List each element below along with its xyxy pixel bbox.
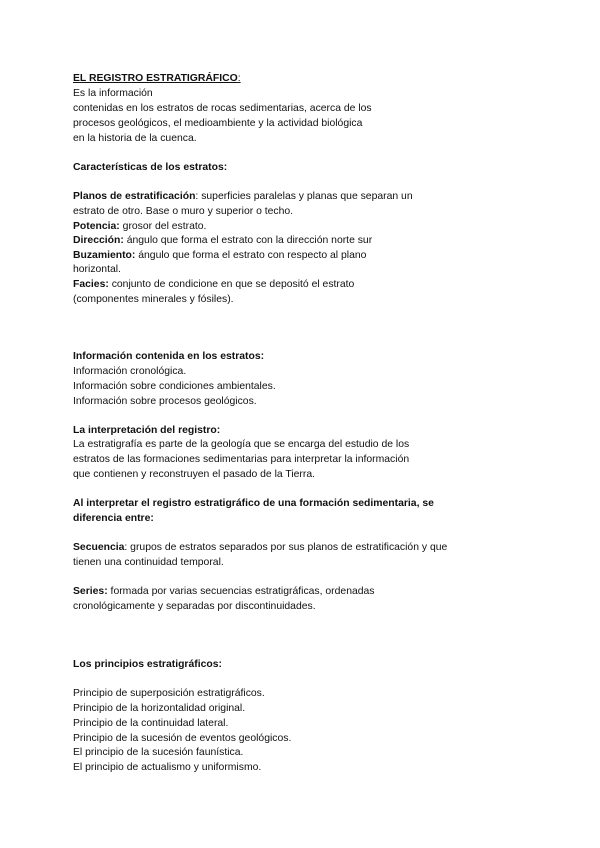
- series-term: Series:: [73, 586, 108, 597]
- intro-line: procesos geológicos, el medioambiente y la actividad biológica: [73, 118, 363, 129]
- informacion-item: Información cronológica.: [73, 366, 187, 377]
- facies-text: conjunto de condicione en que se depositó el estrato: [108, 279, 355, 290]
- potencia-term: Potencia:: [73, 221, 120, 232]
- interpretacion-heading: La interpretación del registro:: [73, 425, 221, 436]
- document-title: [73, 72, 241, 87]
- facies-line: [73, 278, 354, 293]
- secuencia-term: Secuencia: [73, 542, 125, 553]
- diferencia-heading: Al interpretar el registro estratigráfico de una formación sedimentaria, se: [73, 498, 434, 509]
- buzamiento-text: ángulo que forma el estrato con respecto al plano: [135, 250, 367, 261]
- principios-heading: Los principios estratigráficos:: [73, 659, 222, 670]
- principio-item: Principio de la horizontalidad original.: [73, 703, 246, 714]
- buzamiento-term: Buzamiento:: [73, 250, 136, 261]
- interpretacion-line: estratos de las formaciones sedimentarias para interpretar la información: [73, 454, 410, 465]
- direccion-text: ángulo que forma el estrato con la dirección norte sur: [123, 235, 373, 246]
- principio-item: El principio de actualismo y uniformismo.: [73, 762, 262, 773]
- principio-item: El principio de la sucesión faunística.: [73, 747, 244, 758]
- principio-item: Principio de la continuidad lateral.: [73, 718, 229, 729]
- principio-item: Principio de superposición estratigráficos.: [73, 688, 265, 699]
- planos-term: Planos de estratificación: [73, 191, 196, 202]
- title-text: EL REGISTRO ESTRATIGRÁFICO: [73, 73, 238, 84]
- series-cont: cronológicamente y separadas por discontinuidades.: [73, 601, 316, 612]
- series-line: [73, 585, 375, 600]
- intro-line: Es la información: [73, 88, 153, 99]
- potencia-line: [73, 220, 206, 235]
- planos-text: : superficies paralelas y planas que separan un: [195, 191, 413, 202]
- potencia-text: grosor del estrato.: [119, 221, 207, 232]
- buzamiento-cont: horizontal.: [73, 264, 121, 275]
- facies-cont: (componentes minerales y fósiles).: [73, 294, 234, 305]
- informacion-item: Información sobre procesos geológicos.: [73, 396, 257, 407]
- series-text: formada por varias secuencias estratigráficas, ordenadas: [107, 586, 375, 597]
- planos-cont: estrato de otro. Base o muro y superior o techo.: [73, 206, 294, 217]
- interpretacion-line: La estratigrafía es parte de la geología que se encarga del estudio de los: [73, 439, 410, 450]
- informacion-heading: Información contenida en los estratos:: [73, 351, 265, 362]
- principio-item: Principio de la sucesión de eventos geológicos.: [73, 733, 292, 744]
- buzamiento-line: [73, 249, 366, 264]
- caracteristicas-heading: Características de los estratos:: [73, 162, 228, 173]
- intro-line: contenidas en los estratos de rocas sedimentarias, acerca de los: [73, 103, 372, 114]
- informacion-item: Información sobre condiciones ambientales.: [73, 381, 276, 392]
- intro-line: en la historia de la cuenca.: [73, 133, 197, 144]
- direccion-line: [73, 234, 372, 249]
- direccion-term: Dirección:: [73, 235, 124, 246]
- secuencia-cont: tienen una continuidad temporal.: [73, 557, 224, 568]
- planos-line: [73, 190, 413, 205]
- secuencia-text: : grupos de estratos separados por sus planos de estratificación y que: [124, 542, 448, 553]
- title-colon: :: [237, 73, 241, 84]
- interpretacion-line: que contienen y reconstruyen el pasado de la Tierra.: [73, 469, 316, 480]
- diferencia-heading: diferencia entre:: [73, 513, 154, 524]
- facies-term: Facies:: [73, 279, 109, 290]
- secuencia-line: [73, 541, 447, 556]
